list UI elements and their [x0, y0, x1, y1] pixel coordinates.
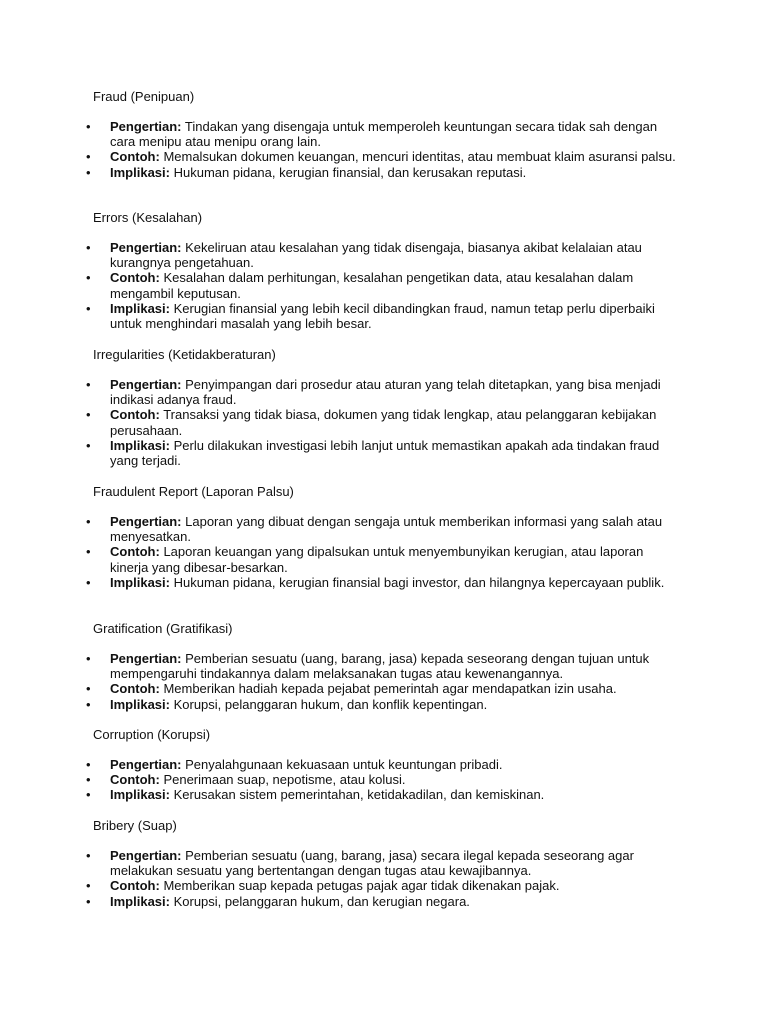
bullet-icon: • [86, 787, 91, 803]
item-text: Kerusakan sistem pemerintahan, ketidakadilan, dan kemiskinan. [173, 787, 545, 803]
list-item [0, 301, 768, 331]
item-text: Memalsukan dokumen keuangan, mencuri identitas, atau membuat klaim asuransi palsu. [163, 149, 676, 165]
list-item [0, 270, 768, 300]
bullet-icon: • [86, 437, 91, 453]
section-heading: Gratification (Gratifikasi) [93, 621, 233, 636]
bullet-list [0, 119, 768, 180]
list-item [0, 697, 768, 712]
section-heading: Irregularities (Ketidakberaturan) [93, 347, 276, 362]
item-label: Implikasi: [110, 437, 170, 453]
list-item [0, 894, 768, 909]
bullet-list [0, 377, 768, 468]
item-text: Pemberian sesuatu (uang, barang, jasa) kepada seseorang dengan tujuan untuk mempengaruhi tindakannya dalam melaksanakan tugas atau kewenangannya. [110, 651, 650, 682]
bullet-list [0, 514, 768, 590]
item-label: Implikasi: [110, 696, 170, 712]
item-label: Contoh: [110, 270, 160, 286]
bullet-icon: • [86, 270, 91, 286]
item-label: Contoh: [110, 772, 160, 788]
list-item [0, 149, 768, 164]
item-text: Memberikan suap kepada petugas pajak agar tidak dikenakan pajak. [163, 878, 560, 894]
bullet-icon: • [86, 149, 91, 165]
item-label: Pengertian: [110, 377, 182, 392]
item-label: Implikasi: [110, 164, 170, 180]
bullet-icon: • [86, 407, 91, 423]
item-label: Pengertian: [110, 119, 182, 134]
bullet-icon: • [86, 240, 91, 255]
bullet-icon: • [86, 164, 91, 180]
list-item [0, 438, 768, 468]
section-heading: Fraud (Penipuan) [93, 89, 195, 104]
item-text: Kerugian finansial yang lebih kecil dibandingkan fraud, namun tetap perlu diperbaiki untuk menghindari masalah yang lebih besar. [110, 300, 655, 332]
list-item [0, 681, 768, 696]
item-label: Contoh: [110, 878, 160, 894]
bullet-list [0, 240, 768, 331]
item-text: Laporan keuangan yang dipalsukan untuk menyembunyikan kerugian, atau laporan kinerja yang dibesar-besarkan. [110, 544, 644, 575]
item-text: Penyalahgunaan kekuasaan untuk keuntungan pribadi. [185, 757, 503, 772]
item-label: Pengertian: [110, 651, 182, 666]
item-text: Pemberian sesuatu (uang, barang, jasa) secara ilegal kepada seseorang agar melakukan sesuatu yang bertentangan dengan tugas atau kewajibannya. [110, 848, 634, 879]
section-heading: Errors (Kesalahan) [93, 210, 203, 225]
bullet-list [0, 757, 768, 803]
list-item [0, 544, 768, 574]
item-label: Pengertian: [110, 514, 182, 529]
section-heading: Fraudulent Report (Laporan Palsu) [93, 484, 294, 499]
list-item [0, 514, 768, 544]
bullet-icon: • [86, 893, 91, 909]
item-label: Contoh: [110, 407, 160, 423]
bullet-icon: • [86, 574, 91, 590]
bullet-icon: • [86, 848, 91, 863]
item-text: Hukuman pidana, kerugian finansial, dan kerusakan reputasi. [173, 164, 527, 180]
bullet-icon: • [86, 544, 91, 560]
item-label: Implikasi: [110, 300, 170, 316]
bullet-list [0, 848, 768, 909]
list-item [0, 772, 768, 787]
item-label: Implikasi: [110, 787, 170, 803]
item-label: Contoh: [110, 544, 160, 560]
list-item [0, 878, 768, 893]
item-text: Korupsi, pelanggaran hukum, dan kerugian negara. [173, 893, 470, 909]
list-item [0, 407, 768, 437]
list-item [0, 757, 768, 772]
item-label: Implikasi: [110, 893, 170, 909]
item-text: Kesalahan dalam perhitungan, kesalahan pengetikan data, atau kesalahan dalam mengambil keputusan. [110, 270, 634, 301]
list-item [0, 651, 768, 681]
section-heading: Bribery (Suap) [93, 818, 177, 833]
item-text: Korupsi, pelanggaran hukum, dan konflik kepentingan. [173, 696, 488, 712]
bullet-icon: • [86, 514, 91, 529]
bullet-icon: • [86, 651, 91, 666]
bullet-list [0, 651, 768, 712]
item-text: Laporan yang dibuat dengan sengaja untuk memberikan informasi yang salah atau menyesatkan. [110, 514, 663, 545]
bullet-icon: • [86, 300, 91, 316]
bullet-icon: • [86, 377, 91, 392]
item-label: Contoh: [110, 149, 160, 165]
bullet-icon: • [86, 772, 91, 788]
list-item [0, 377, 768, 407]
bullet-icon: • [86, 119, 91, 134]
bullet-icon: • [86, 696, 91, 712]
list-item [0, 119, 768, 149]
item-label: Implikasi: [110, 574, 170, 590]
item-text: Hukuman pidana, kerugian finansial bagi investor, dan hilangnya kepercayaan publik. [173, 574, 665, 590]
bullet-icon: • [86, 757, 91, 772]
list-item [0, 240, 768, 270]
item-label: Pengertian: [110, 757, 182, 772]
item-text: Transaksi yang tidak biasa, dokumen yang tidak lengkap, atau pelanggaran kebijakan perusahaan. [110, 407, 657, 438]
item-text: Perlu dilakukan investigasi lebih lanjut untuk memastikan apakah ada tindakan fraud yang terjadi. [110, 437, 660, 469]
item-label: Pengertian: [110, 848, 182, 863]
item-text: Memberikan hadiah kepada pejabat pemerintah agar mendapatkan izin usaha. [163, 681, 617, 697]
bullet-icon: • [86, 681, 91, 697]
item-text: Kekeliruan atau kesalahan yang tidak disengaja, biasanya akibat kelalaian atau kurangnya pengetahuan. [110, 240, 642, 271]
item-label: Contoh: [110, 681, 160, 697]
list-item [0, 165, 768, 180]
section-heading: Corruption (Korupsi) [93, 727, 211, 742]
list-item [0, 787, 768, 802]
item-text: Tindakan yang disengaja untuk memperoleh keuntungan secara tidak sah dengan cara menipu atau menipu orang lain. [110, 119, 658, 150]
list-item [0, 575, 768, 590]
item-text: Penyimpangan dari prosedur atau aturan yang telah ditetapkan, yang bisa menjadi indikasi adanya fraud. [110, 377, 661, 408]
bullet-icon: • [86, 878, 91, 894]
list-item [0, 848, 768, 878]
item-text: Penerimaan suap, nepotisme, atau kolusi. [163, 772, 406, 788]
item-label: Pengertian: [110, 240, 182, 255]
